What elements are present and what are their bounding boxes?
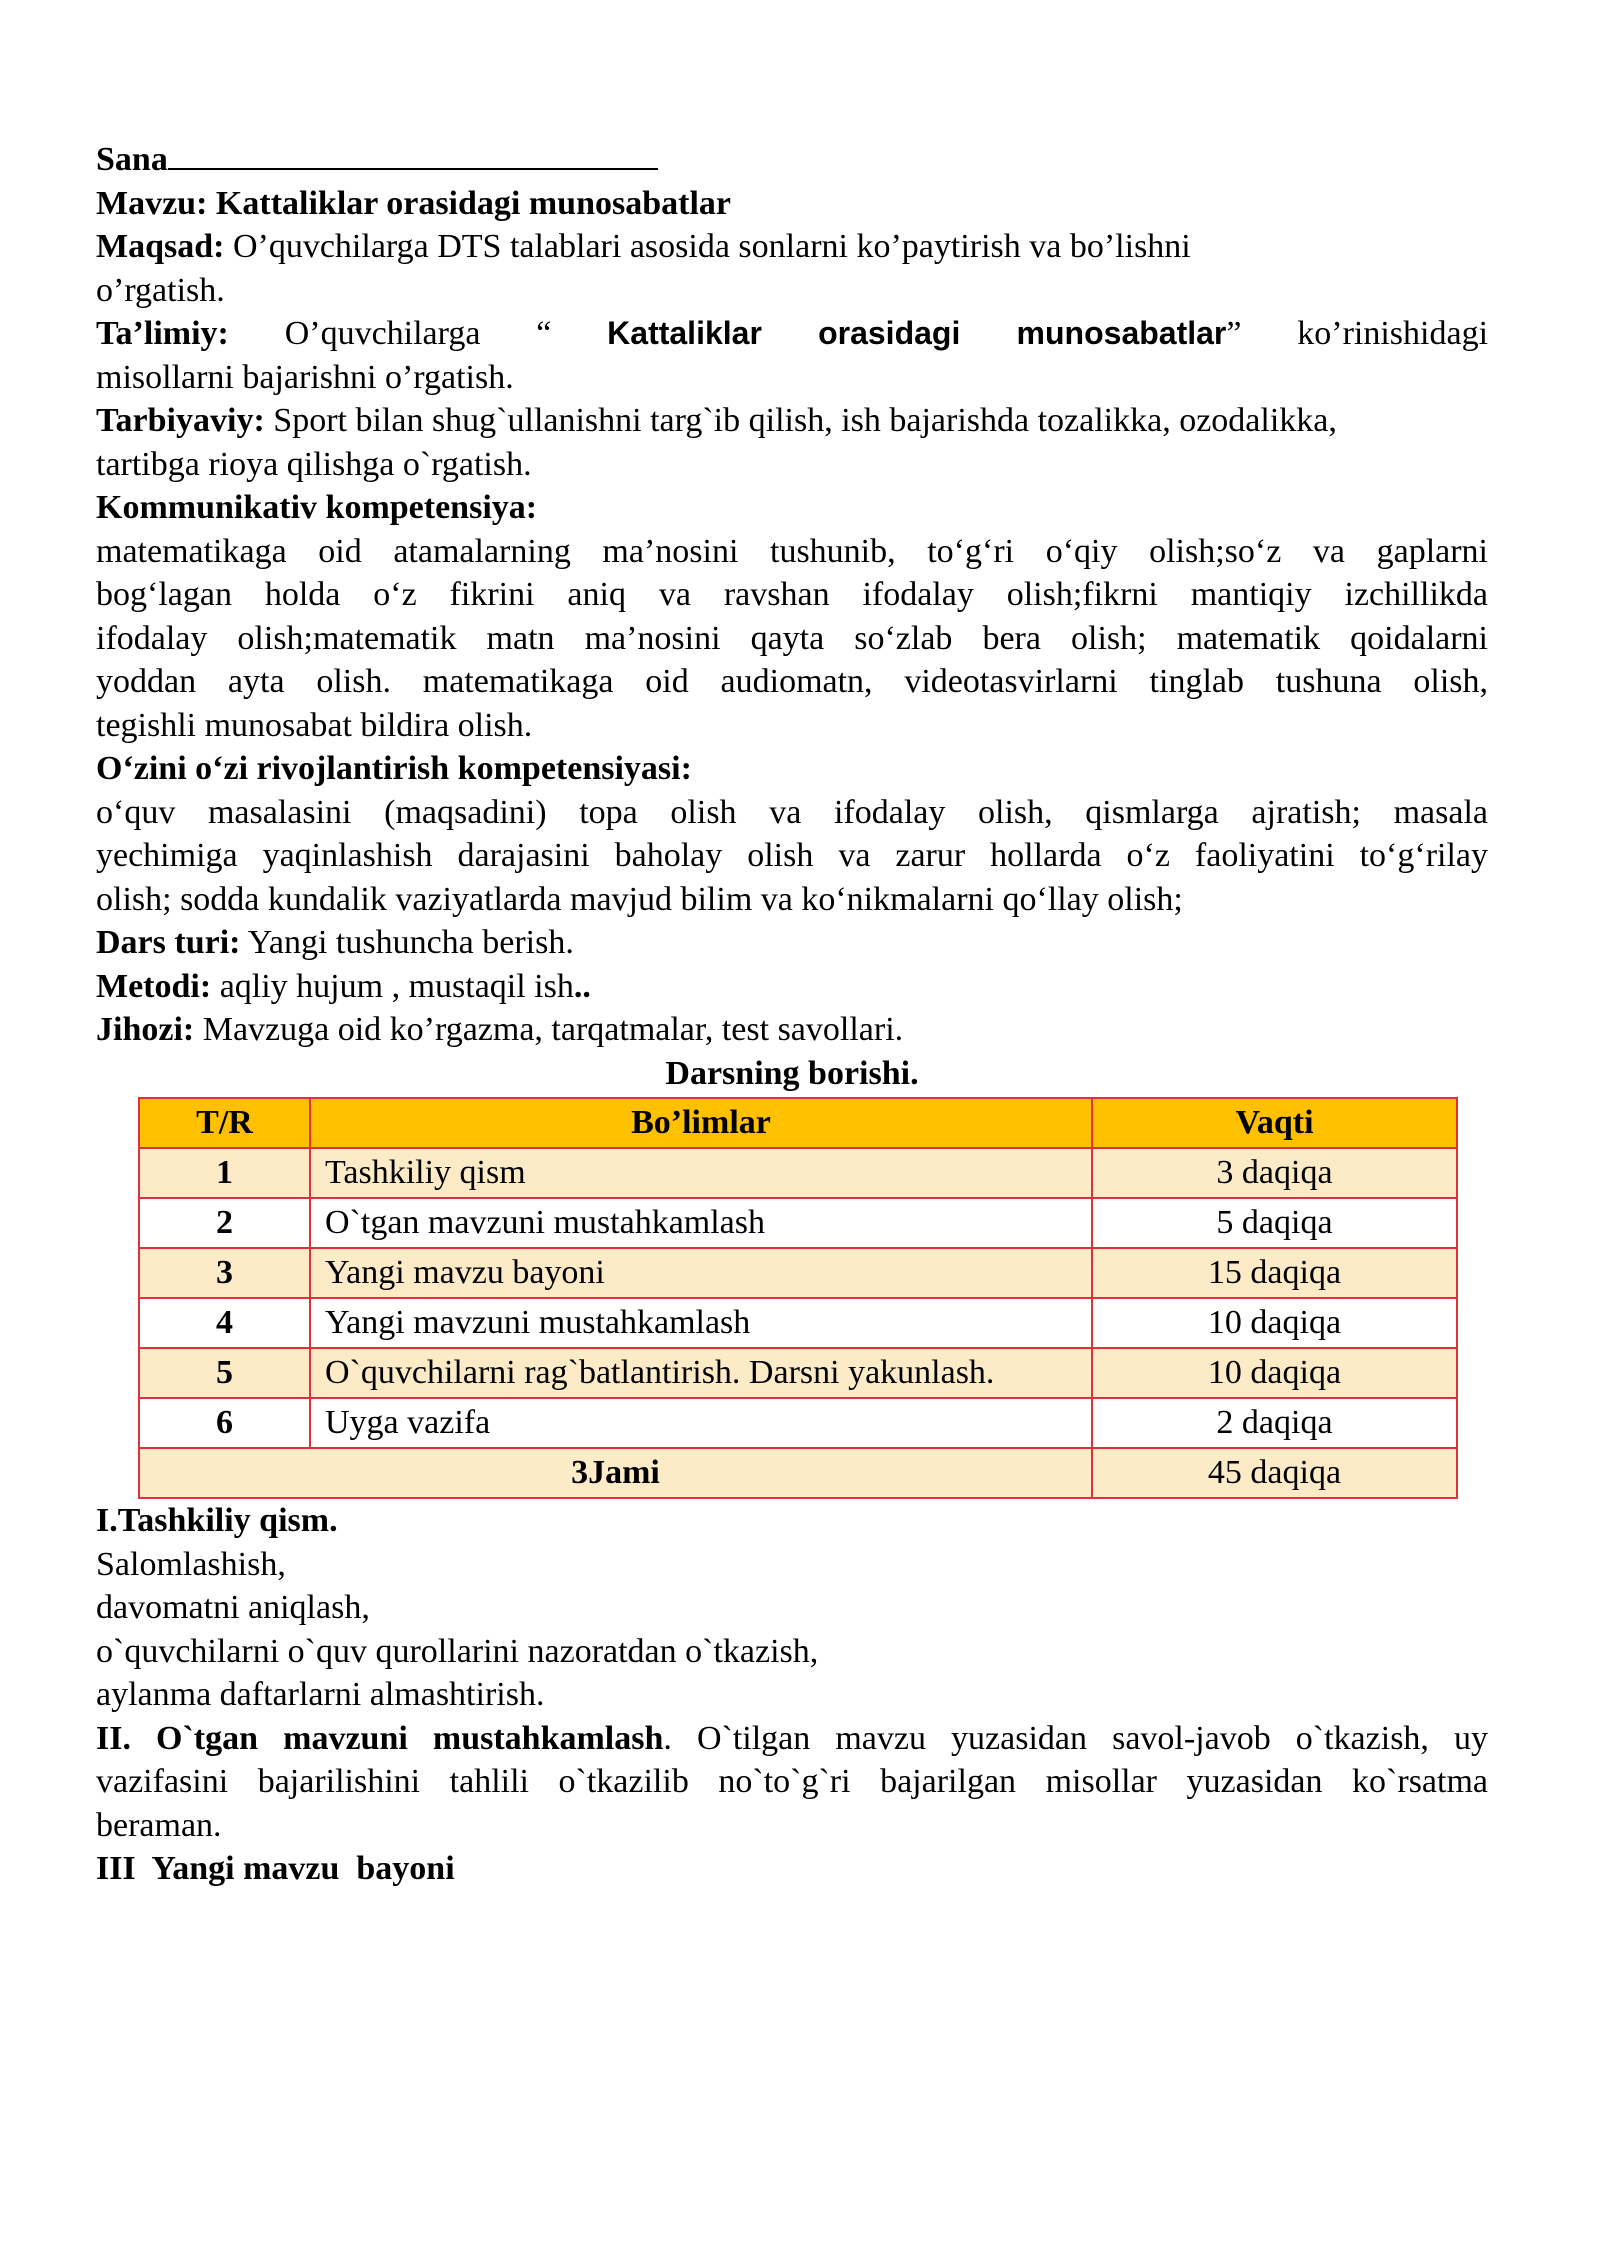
row-number: 4 [139, 1298, 310, 1348]
communicative-line: bog‘lagan holda o‘z fikrini aniq va ravshan ifodalay olish;fikrni mantiqiy izchillikda [96, 576, 1488, 613]
row-number: 6 [139, 1398, 310, 1448]
educational-pre: O’quvchilarga “ [284, 315, 552, 352]
goal-text-1: O’quvchilarga DTS talablari asosida sonlarni ko’paytirish va bo’lishni [232, 228, 1191, 265]
row-section: Yangi mavzuni mustahkamlash [310, 1298, 1092, 1348]
row-time: 15 daqiqa [1092, 1248, 1457, 1298]
method-value: aqliy hujum , mustaqil ish [219, 967, 574, 1005]
educational-line-2 [96, 356, 1488, 400]
communicative-line: ifodalay olish;matematik matn ma’nosini qayta so‘zlab bera olish; matematik qoidalarni [96, 619, 1488, 657]
row-section: Tashkiliy qism [310, 1148, 1092, 1198]
row-section: Yangi mavzu bayoni [310, 1248, 1092, 1298]
educational-label: Ta’limiy: [96, 315, 229, 352]
date-blank [168, 140, 658, 170]
goal-text-2: o’rgatish. [96, 271, 225, 309]
upbringing-text-2: tartibga rioya qilishga o`rgatish. [96, 445, 532, 483]
row-time: 2 daqiqa [1092, 1398, 1457, 1448]
educational-text-2: misollarni bajarishni o’rgatish. [96, 358, 514, 396]
communicative-line: tegishli munosabat bildira olish. [96, 706, 533, 744]
self-development-heading: O‘zini o‘zi rivojlantirish kompetensiyasi: [96, 750, 692, 787]
table-row [139, 1198, 1457, 1248]
section2-heading: II. O`tgan mavzuni mustahkamlash [96, 1719, 664, 1757]
goal-line-1 [96, 225, 1488, 269]
topic-value: Kattaliklar orasidagi munosabatlar [215, 184, 732, 222]
lesson-type-value: Yangi tushuncha berish. [247, 924, 574, 961]
method-line [96, 965, 1488, 1009]
row-time: 10 daqiqa [1092, 1348, 1457, 1398]
section1-heading: I.Tashkiliy qism. [96, 1502, 338, 1539]
lesson-plan-table [138, 1097, 1458, 1499]
plan-title: Darsning borishi. [665, 1054, 919, 1092]
total-label: 3Jami [139, 1448, 1092, 1498]
row-section: Uyga vazifa [310, 1398, 1092, 1448]
row-section: O`tgan mavzuni mustahkamlash [310, 1198, 1092, 1248]
section2-text-1: . O`tilgan mavzu yuzasidan savol-javob o`tkazish, uy [663, 1719, 1488, 1757]
method-tail: .. [573, 967, 591, 1005]
table-row [139, 1348, 1457, 1398]
educational-post: ” ko’rinishidagi [1226, 315, 1489, 352]
date-line [96, 138, 1488, 182]
section1-item: Salomlashish, [96, 1545, 286, 1583]
header-tr: T/R [139, 1098, 310, 1148]
table-row [139, 1248, 1457, 1298]
table-header-row [139, 1098, 1457, 1148]
self-development-line: yechimiga yaqinlashish darajasini baholay olish va zarur hollarda o‘z faoliyatini to‘g‘rilay [96, 837, 1488, 874]
educational-topic: Kattaliklar orasidagi munosabatlar [607, 315, 1227, 351]
date-label: Sana [96, 141, 168, 178]
section1-item: aylanma daftarlarni almashtirish. [96, 1676, 545, 1713]
method-label: Metodi: [96, 967, 212, 1005]
self-development-line: o‘quv masalasini (maqsadini) topa olish va ifodalay olish, qismlarga ajratish; masala [96, 793, 1488, 831]
row-number: 3 [139, 1248, 310, 1298]
table-row [139, 1298, 1457, 1348]
topic-label: Mavzu: [96, 184, 208, 222]
upbringing-label: Tarbiyaviy: [96, 402, 265, 439]
section1-item: davomatni aniqlash, [96, 1589, 370, 1626]
section2-line-1 [96, 1717, 1488, 1761]
equipment-value: Mavzuga oid ko’rgazma, tarqatmalar, test savollari. [202, 1011, 904, 1048]
section3-heading: III Yangi mavzu bayoni [96, 1850, 455, 1887]
equipment-label: Jihozi: [96, 1011, 195, 1048]
educational-line-1 [96, 312, 1488, 356]
topic-line [96, 182, 1488, 226]
total-value: 45 daqiqa [1092, 1448, 1457, 1498]
row-time: 3 daqiqa [1092, 1148, 1457, 1198]
communicative-line: yoddan ayta olish. matematikaga oid audiomatn, videotasvirlarni tinglab tushuna olish, [96, 663, 1488, 700]
section2-line-3: beraman. [96, 1806, 222, 1844]
goal-label: Maqsad: [96, 228, 225, 265]
row-time: 10 daqiqa [1092, 1298, 1457, 1348]
header-sections: Bo’limlar [310, 1098, 1092, 1148]
upbringing-text-1: Sport bilan shug`ullanishni targ`ib qilish, ish bajarishda tozalikka, ozodalikka, [273, 402, 1337, 439]
communicative-line: matematikaga oid atamalarning ma’nosini tushunib, to‘g‘ri o‘qiy olish;so‘z va gaplarni [96, 532, 1488, 570]
table-total-row [139, 1448, 1457, 1498]
lesson-type-line [96, 921, 1488, 965]
table-row [139, 1398, 1457, 1448]
upbringing-line-2 [96, 443, 1488, 487]
row-number: 2 [139, 1198, 310, 1248]
communicative-heading: Kommunikativ kompetensiya: [96, 489, 538, 526]
goal-line-2 [96, 269, 1488, 313]
equipment-line [96, 1008, 1488, 1052]
section2-line-2: vazifasini bajarilishini tahlili o`tkazilib no`to`g`ri bajarilgan misollar yuzasidan ko`rsatma [96, 1763, 1488, 1800]
table-row [139, 1148, 1457, 1198]
lesson-type-label: Dars turi: [96, 924, 241, 961]
upbringing-line-1 [96, 399, 1488, 443]
row-section: O`quvchilarni rag`batlantirish. Darsni yakunlash. [310, 1348, 1092, 1398]
self-development-line: olish; sodda kundalik vaziyatlarda mavjud bilim va ko‘nikmalarni qo‘llay olish; [96, 880, 1183, 918]
row-number: 5 [139, 1348, 310, 1398]
header-time: Vaqti [1092, 1098, 1457, 1148]
section1-item: o`quvchilarni o`quv qurollarini nazoratdan o`tkazish, [96, 1632, 819, 1670]
row-time: 5 daqiqa [1092, 1198, 1457, 1248]
row-number: 1 [139, 1148, 310, 1198]
